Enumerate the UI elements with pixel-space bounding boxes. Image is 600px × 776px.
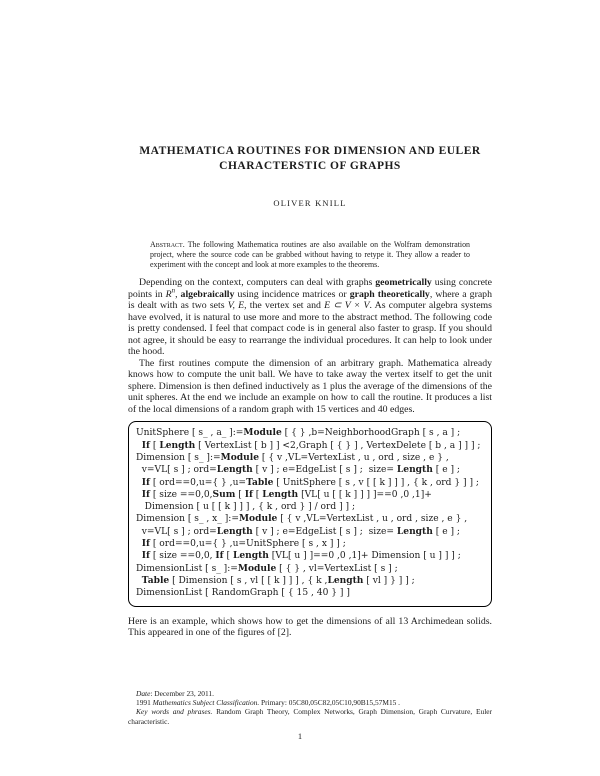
paragraph-routines: The first routines compute the dimension of an arbitrary graph. Mathematica already knows how to compute the unit ball. We have to take away the vertex itself to get the unit sphere. Dimension is then defined inductively as 1 plus the average of the dimensions of the unit spheres. At the end we include an example on how to call the routine. It produces a list of the local dimensions of a random graph with 15 vertices and 40 edges. bbox=[128, 357, 492, 415]
paper-title bbox=[128, 144, 492, 174]
code-line: If [ size ==0,0, If [ Length [VL[ u ] ]==0 ,0 ,1]+ Dimension [ u ] ] ] ; bbox=[141, 550, 461, 562]
code-line: If [ Length [ VertexList [ b ] ] <2,Graph [ { } ] , VertexDelete [ b , a ] ] ] ; bbox=[141, 439, 481, 451]
code-line: Dimension [ s_ ]:=Module [ { v ,VL=VertexList , u , ord , size , e } , bbox=[136, 451, 449, 463]
paper-author: OLIVER KNILL bbox=[273, 198, 347, 208]
paragraph-example: Here is an example, which shows how to get the dimensions of all 13 Archimedean solids. This appeared in one of the figures of [2]. bbox=[128, 615, 492, 639]
page-number: 1 bbox=[297, 731, 303, 741]
paper-content bbox=[128, 144, 492, 639]
title-line-2: CHARACTERSTIC OF GRAPHS bbox=[219, 160, 401, 172]
paragraph-intro: Depending on the context, computers can deal with graphs geometrically using concrete points in $R^n$, algebraically using incidence matrices or graph theoretically, where a graph is dealt with as two sets V, E, the vertex set and E ⊂ V × V. As computer algebra systems have evolved, it is natural to use more and more to the abstract method. The following code is pretty condensed. I feel that compact code is in general also faster to grasp. If you should not agree, it should be easy to rearrange the individual procedures. It can help to look under the hood. bbox=[128, 277, 492, 358]
title-line-1: MATHEMATICA ROUTINES FOR DIMENSION AND EULER bbox=[139, 145, 481, 157]
code-line: Dimension [ s_ , x_ ]:=Module [ { v ,VL=VertexList , u , ord , size , e } , bbox=[136, 513, 468, 525]
code-line: DimensionList [ RandomGraph [ { 15 , 40 } ] ] bbox=[136, 588, 350, 599]
code-line: Table [ Dimension [ s , vl [ [ k ] ] ] , { k ,Length [ vl ] } ] ] ; bbox=[141, 574, 415, 586]
footnotes bbox=[128, 689, 492, 726]
code-line: DimensionList [ s_ ]:=Module [ { } , vl=VertexList [ s ] ; bbox=[136, 562, 398, 574]
code-line: v=VL[ s ] ; ord=Length [ v ] ; e=EdgeList [ s ] ; size= Length [ e ] ; bbox=[136, 464, 460, 476]
code-line: UnitSphere [ s_ , a_ ]:=Module [ { } ,b=NeighborhoodGraph [ s , a ] ; bbox=[136, 427, 461, 439]
code-line: v=VL[ s ] ; ord=Length [ v ] ; e=EdgeList [ s ] ; size= Length [ e ] ; bbox=[136, 525, 460, 537]
mathematica-code-listing bbox=[128, 421, 492, 606]
abstract: Abstract. The following Mathematica routines are also available on the Wolfram demonstration project, where the source code can be grabbed without having to retype it. They allow a reader to experiment with the concept and look at more examples to the theorems. bbox=[150, 240, 470, 269]
code-line: Dimension [ u [ [ k ] ] ] , { k , ord } ] / ord ] ] ; bbox=[136, 502, 356, 513]
code-line: If [ ord==0,u={ } ,u=Table [ UnitSphere [ s , v [ [ k ] ] ] , { k , ord } ] ] ; bbox=[141, 476, 479, 488]
footnote-keywords: Key words and phrases. Random Graph Theory, Complex Networks, Graph Dimension, Graph Curvature, Euler characteristic. bbox=[128, 707, 493, 726]
footnote-date: Date: December 23, 2011. bbox=[136, 689, 214, 698]
code-line: If [ ord==0,u={ } ,u=UnitSphere [ s , x ] ] ; bbox=[141, 538, 346, 550]
footnote-msc: 1991 Mathematics Subject Classification. Primary: 05C80,05C82,05C10,90B15,57M15 . bbox=[136, 698, 401, 708]
code-line: If [ size ==0,0,Sum [ If [ Length [VL[ u [ [ k ] ] ] ]==0 ,0 ,1]+ bbox=[141, 488, 432, 500]
